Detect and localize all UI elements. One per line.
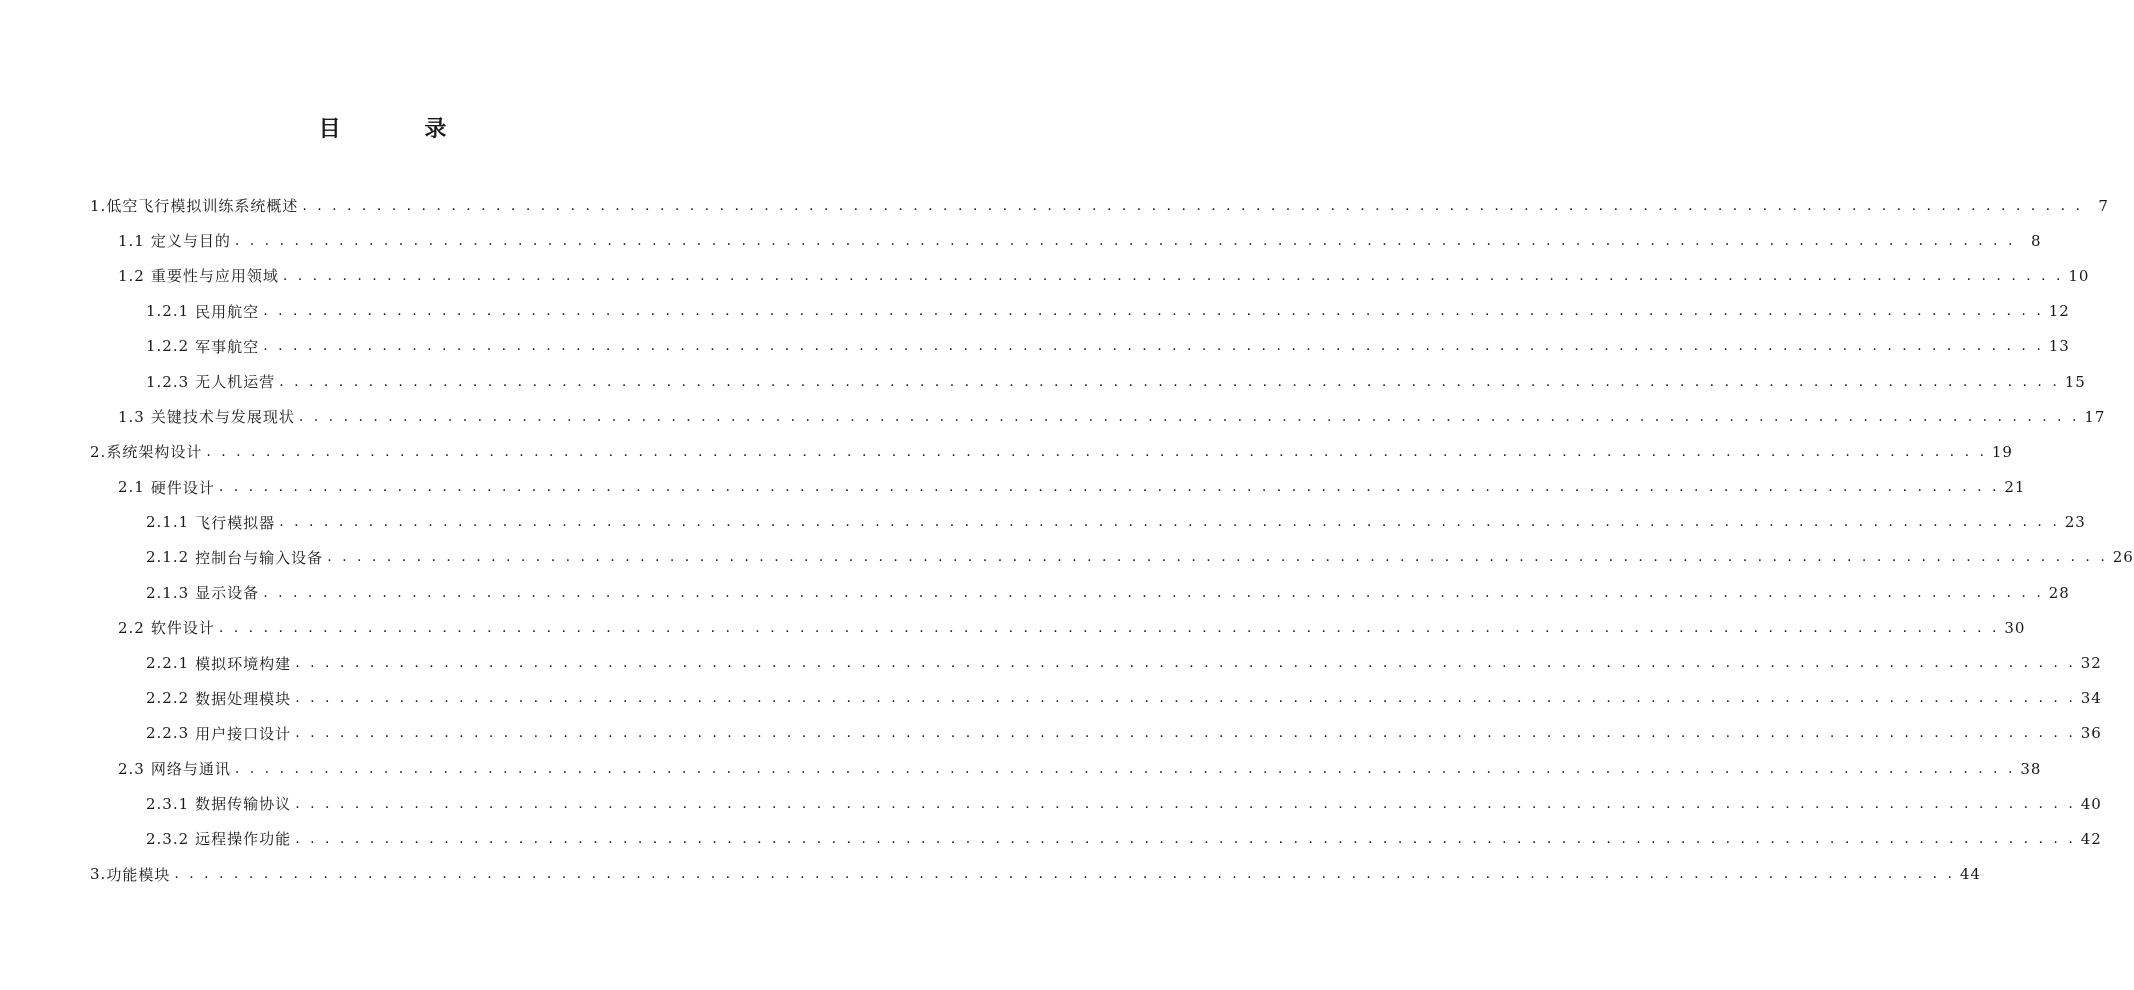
toc-entry-number: 2.2 <box>118 618 145 637</box>
toc-entry-page-number: 44 <box>1959 865 1981 884</box>
toc-entry[interactable] <box>0 470 2026 505</box>
toc-entry-number: 1.2 <box>118 266 145 285</box>
toc-entry-number: 2.1 <box>118 478 145 497</box>
toc-entry-number: 1.1 <box>118 231 145 250</box>
toc-dot-leader: . . . . . . . . . . . . . . . . . . . . . . . . . . . . . . . . . . . . . . . . . . . . . . . . . . . . . . . . . . . . . . . . . . . . . . . . . . . . . . . . . . . . . . . . . . . . . . . . . . . . . . . . . . . . . . . . . . . . . . . . <box>234 760 2016 777</box>
toc-dot-leader: . . . . . . . . . . . . . . . . . . . . . . . . . . . . . . . . . . . . . . . . . . . . . . . . . . . . . . . . . . . . . . . . . . . . . . . . . . . . . . . . . . . . . . . . . . . . . . . . . . . . . . . . . . . . . . . . . . . . . . . . <box>263 338 2044 355</box>
toc-entry-number: 2.1.2 <box>146 548 190 567</box>
toc-entry-number: 2.3.2 <box>146 829 190 848</box>
toc-entry-number: 1.2.2 <box>146 337 190 356</box>
toc-entry[interactable] <box>0 329 2070 364</box>
toc-entry-page-number: 8 <box>2030 231 2042 250</box>
toc-entry-number: 1.2.1 <box>146 302 190 321</box>
toc-dot-leader: . . . . . . . . . . . . . . . . . . . . . . . . . . . . . . . . . . . . . . . . . . . . . . . . . . . . . . . . . . . . . . . . . . . . . . . . . . . . . . . . . . . . . . . . . . . . . . . . . . . . . . . . . . . . . . . . . . . . . . . . <box>234 232 2016 249</box>
toc-dot-leader: . . . . . . . . . . . . . . . . . . . . . . . . . . . . . . . . . . . . . . . . . . . . . . . . . . . . . . . . . . . . . . . . . . . . . . . . . . . . . . . . . . . . . . . . . . . . . . . . . . . . . . . . . . . . . . . . . . . . . . . . <box>298 408 2080 425</box>
toc-dot-leader: . . . . . . . . . . . . . . . . . . . . . . . . . . . . . . . . . . . . . . . . . . . . . . . . . . . . . . . . . . . . . . . . . . . . . . . . . . . . . . . . . . . . . . . . . . . . . . . . . . . . . . . . . . . . . . . . . . . . . . . . <box>279 373 2060 390</box>
toc-entry-title: 重要性与应用领域 <box>150 267 279 286</box>
toc-entry[interactable] <box>0 786 2102 821</box>
toc-entry-number: 2.3 <box>118 759 145 778</box>
toc-entry-title: 无人机运营 <box>195 373 276 392</box>
toc-entry[interactable] <box>0 505 2086 540</box>
toc-entry-title: 硬件设计 <box>150 478 215 497</box>
toc-entry[interactable] <box>0 540 2134 575</box>
toc-entry[interactable] <box>0 364 2086 399</box>
toc-entry-page-number: 38 <box>2020 759 2042 778</box>
table-of-contents <box>0 188 2134 892</box>
toc-entry[interactable] <box>0 610 2026 645</box>
toc-dot-leader: . . . . . . . . . . . . . . . . . . . . . . . . . . . . . . . . . . . . . . . . . . . . . . . . . . . . . . . . . . . . . . . . . . . . . . . . . . . . . . . . . . . . . . . . . . . . . . . . . . . . . . . . . . . . . . . . . . . . . . . . <box>327 549 2108 566</box>
toc-entry-title: 数据传输协议 <box>195 795 292 814</box>
toc-entry-title: 定义与目的 <box>150 232 231 251</box>
toc-dot-leader: . . . . . . . . . . . . . . . . . . . . . . . . . . . . . . . . . . . . . . . . . . . . . . . . . . . . . . . . . . . . . . . . . . . . . . . . . . . . . . . . . . . . . . . . . . . . . . . . . . . . . . . . . . . . . . . . . . . . . . . . <box>295 795 2076 812</box>
toc-entry-title: 飞行模拟器 <box>195 513 276 532</box>
toc-dot-leader: . . . . . . . . . . . . . . . . . . . . . . . . . . . . . . . . . . . . . . . . . . . . . . . . . . . . . . . . . . . . . . . . . . . . . . . . . . . . . . . . . . . . . . . . . . . . . . . . . . . . . . . . . . . . . . . . . . . . . . . . <box>263 303 2044 320</box>
toc-entry-title: 数据处理模块 <box>195 689 292 708</box>
toc-entry[interactable] <box>0 857 1981 892</box>
toc-dot-leader: . . . . . . . . . . . . . . . . . . . . . . . . . . . . . . . . . . . . . . . . . . . . . . . . . . . . . . . . . . . . . . . . . . . . . . . . . . . . . . . . . . . . . . . . . . . . . . . . . . . . . . . . . . . . . . . . . . . . . . . . <box>263 584 2044 601</box>
toc-entry[interactable] <box>0 223 2042 258</box>
toc-entry-title: 关键技术与发展现状 <box>150 408 295 427</box>
toc-entry[interactable] <box>0 681 2102 716</box>
toc-entry-page-number: 34 <box>2080 689 2102 708</box>
toc-entry-title: 民用航空 <box>195 302 260 321</box>
toc-entry-title: 用户接口设计 <box>195 724 292 743</box>
toc-dot-leader: . . . . . . . . . . . . . . . . . . . . . . . . . . . . . . . . . . . . . . . . . . . . . . . . . . . . . . . . . . . . . . . . . . . . . . . . . . . . . . . . . . . . . . . . . . . . . . . . . . . . . . . . . . . . . . . . . . . . . . . . <box>295 690 2076 707</box>
toc-entry-page-number: 23 <box>2064 513 2086 532</box>
toc-entry-page-number: 13 <box>2048 337 2070 356</box>
toc-entry-title: 远程操作功能 <box>195 830 292 849</box>
toc-entry-page-number: 7 <box>2098 196 2109 215</box>
toc-entry-title: 低空飞行模拟训练系统概述 <box>106 197 299 216</box>
toc-entry-title: 显示设备 <box>195 584 260 603</box>
toc-entry-title: 模拟环境构建 <box>195 654 292 673</box>
toc-entry-number: 2.2.1 <box>146 654 190 673</box>
toc-entry-title: 系统架构设计 <box>106 443 203 462</box>
toc-entry[interactable] <box>0 751 2042 786</box>
toc-entry-number: 1. <box>90 196 107 215</box>
toc-entry-number: 3. <box>90 865 107 884</box>
toc-entry[interactable] <box>0 188 2109 223</box>
toc-entry-title: 网络与通讯 <box>150 760 231 779</box>
toc-entry[interactable] <box>0 716 2102 751</box>
toc-entry-page-number: 28 <box>2048 583 2070 602</box>
toc-entry[interactable] <box>0 294 2070 329</box>
toc-entry-number: 2.2.2 <box>146 689 190 708</box>
toc-entry[interactable] <box>0 821 2102 856</box>
toc-entry-number: 1.3 <box>118 407 145 426</box>
toc-entry-page-number: 17 <box>2084 407 2106 426</box>
toc-entry-number: 2.1.3 <box>146 583 190 602</box>
toc-entry[interactable] <box>0 434 2013 469</box>
toc-dot-leader: . . . . . . . . . . . . . . . . . . . . . . . . . . . . . . . . . . . . . . . . . . . . . . . . . . . . . . . . . . . . . . . . . . . . . . . . . . . . . . . . . . . . . . . . . . . . . . . . . . . . . . . . . . . . . . . . . . . . . . . . <box>282 267 2064 284</box>
toc-dot-leader: . . . . . . . . . . . . . . . . . . . . . . . . . . . . . . . . . . . . . . . . . . . . . . . . . . . . . . . . . . . . . . . . . . . . . . . . . . . . . . . . . . . . . . . . . . . . . . . . . . . . . . . . . . . . . . . . . . . . . . . . <box>295 725 2076 742</box>
toc-entry-number: 2.1.1 <box>146 513 190 532</box>
toc-entry-number: 2.2.3 <box>146 724 190 743</box>
toc-entry[interactable] <box>0 258 2090 293</box>
toc-entry-number: 2. <box>90 442 107 461</box>
toc-entry[interactable] <box>0 399 2106 434</box>
toc-dot-leader: . . . . . . . . . . . . . . . . . . . . . . . . . . . . . . . . . . . . . . . . . . . . . . . . . . . . . . . . . . . . . . . . . . . . . . . . . . . . . . . . . . . . . . . . . . . . . . . . . . . . . . . . . . . . . . . . . . . . . . . . <box>206 443 1987 460</box>
toc-entry-page-number: 36 <box>2080 724 2102 743</box>
toc-entry-title: 军事航空 <box>195 337 260 356</box>
toc-entry-page-number: 12 <box>2048 302 2070 321</box>
toc-entry-page-number: 26 <box>2112 548 2134 567</box>
toc-entry-title: 功能模块 <box>106 865 171 884</box>
toc-dot-leader: . . . . . . . . . . . . . . . . . . . . . . . . . . . . . . . . . . . . . . . . . . . . . . . . . . . . . . . . . . . . . . . . . . . . . . . . . . . . . . . . . . . . . . . . . . . . . . . . . . . . . . . . . . . . . . . . . . . . . . . . <box>174 866 1955 883</box>
toc-entry-title: 控制台与输入设备 <box>195 548 324 567</box>
toc-entry-page-number: 19 <box>1991 442 2013 461</box>
toc-entry-page-number: 40 <box>2080 794 2102 813</box>
toc-entry[interactable] <box>0 575 2070 610</box>
toc-entry-number: 1.2.3 <box>146 372 190 391</box>
toc-entry-page-number: 32 <box>2080 654 2102 673</box>
toc-entry-page-number: 10 <box>2068 266 2090 285</box>
toc-entry-page-number: 42 <box>2080 829 2102 848</box>
toc-entry[interactable] <box>0 645 2102 680</box>
toc-dot-leader: . . . . . . . . . . . . . . . . . . . . . . . . . . . . . . . . . . . . . . . . . . . . . . . . . . . . . . . . . . . . . . . . . . . . . . . . . . . . . . . . . . . . . . . . . . . . . . . . . . . . . . . . . . . . . . . . . . . . . . . . <box>279 514 2060 531</box>
toc-dot-leader: . . . . . . . . . . . . . . . . . . . . . . . . . . . . . . . . . . . . . . . . . . . . . . . . . . . . . . . . . . . . . . . . . . . . . . . . . . . . . . . . . . . . . . . . . . . . . . . . . . . . . . . . . . . . . . . . . . . . . . . . <box>218 479 2000 496</box>
toc-dot-leader: . . . . . . . . . . . . . . . . . . . . . . . . . . . . . . . . . . . . . . . . . . . . . . . . . . . . . . . . . . . . . . . . . . . . . . . . . . . . . . . . . . . . . . . . . . . . . . . . . . . . . . . . . . . . . . . . . . . . . . . . <box>295 830 2076 847</box>
toc-dot-leader: . . . . . . . . . . . . . . . . . . . . . . . . . . . . . . . . . . . . . . . . . . . . . . . . . . . . . . . . . . . . . . . . . . . . . . . . . . . . . . . . . . . . . . . . . . . . . . . . . . . . . . . . . . . . . . . . . . . . . . . . <box>302 197 2083 214</box>
toc-dot-leader: . . . . . . . . . . . . . . . . . . . . . . . . . . . . . . . . . . . . . . . . . . . . . . . . . . . . . . . . . . . . . . . . . . . . . . . . . . . . . . . . . . . . . . . . . . . . . . . . . . . . . . . . . . . . . . . . . . . . . . . . <box>218 619 2000 636</box>
toc-entry-title: 软件设计 <box>150 619 215 638</box>
toc-entry-page-number: 15 <box>2064 372 2086 391</box>
toc-entry-number: 2.3.1 <box>146 794 190 813</box>
toc-entry-page-number: 30 <box>2004 618 2026 637</box>
toc-entry-page-number: 21 <box>2004 478 2026 497</box>
toc-dot-leader: . . . . . . . . . . . . . . . . . . . . . . . . . . . . . . . . . . . . . . . . . . . . . . . . . . . . . . . . . . . . . . . . . . . . . . . . . . . . . . . . . . . . . . . . . . . . . . . . . . . . . . . . . . . . . . . . . . . . . . . . <box>295 655 2076 672</box>
page-title: 目 录 <box>318 116 485 142</box>
